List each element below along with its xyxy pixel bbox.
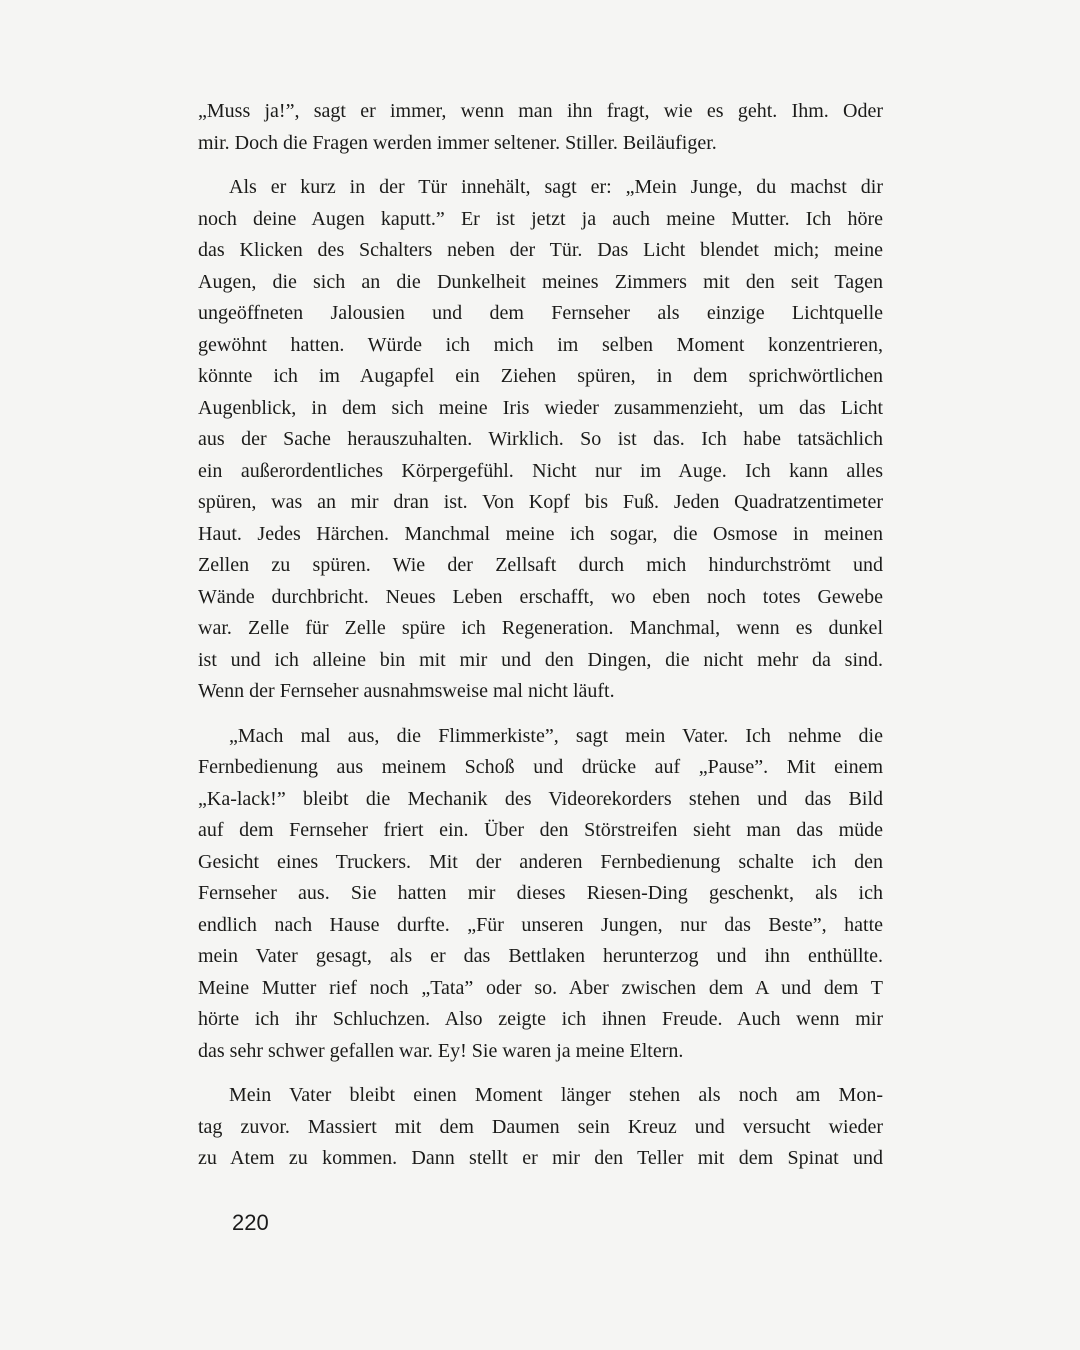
paragraph — [198, 96, 883, 159]
text-line: mein Vater gesagt, als er das Bettlaken herunterzog und ihn enthüllte. — [198, 945, 883, 967]
text-line: Wenn der Fernseher ausnahmsweise mal nicht läuft. — [198, 680, 615, 702]
text-line: könnte ich im Augapfel ein Ziehen spüren, in dem sprichwörtlichen — [198, 365, 883, 387]
text-line: tag zuvor. Massiert mit dem Daumen sein Kreuz und versucht wieder — [198, 1115, 883, 1138]
paragraph — [198, 1080, 883, 1175]
page-number: 220 — [232, 1210, 269, 1235]
text-line: Meine Mutter rief noch „Tata” oder so. Aber zwischen dem A und dem T — [198, 976, 883, 999]
text-line: ein außerordentliches Körpergefühl. Nicht nur im Auge. Ich kann alles — [198, 459, 883, 482]
text-line: das sehr schwer gefallen war. Ey! Sie waren ja meine Eltern. — [198, 1039, 684, 1062]
text-line: ungeöffneten Jalousien und dem Fernseher als einzige Lichtquelle — [198, 302, 883, 324]
text-line: Zellen zu spüren. Wie der Zellsaft durch mich hindurchströmt und — [198, 554, 883, 576]
text-line: gewöhnt hatten. Würde ich mich im selben Moment konzentrieren, — [198, 333, 883, 356]
text-line: „Mach mal aus, die Flimmerkiste”, sagt mein Vater. Ich nehme die — [229, 724, 883, 747]
text-line: endlich nach Hause durfte. „Für unseren Jungen, nur das Beste”, hatte — [198, 913, 883, 936]
text-line: „Muss ja!”, sagt er immer, wenn man ihn fragt, wie es geht. Ihm. Oder — [198, 100, 883, 122]
text-line: spüren, was an mir dran ist. Von Kopf bis Fuß. Jeden Quadratzentimeter — [198, 491, 883, 513]
text-line: noch deine Augen kaputt.” Er ist jetzt ja auch meine Mutter. Ich höre — [198, 207, 883, 230]
text-line: Als er kurz in der Tür innehält, sagt er: „Mein Junge, du machst dir — [229, 176, 883, 198]
text-line: Augen, die sich an die Dunkelheit meines Zimmers mit den seit Tagen — [198, 270, 883, 293]
text-line: das Klicken des Schalters neben der Tür. Das Licht blendet mich; meine — [198, 239, 883, 261]
text-line: zu Atem zu kommen. Dann stellt er mir den Teller mit dem Spinat und — [198, 1147, 883, 1169]
text-line: aus der Sache herauszuhalten. Wirklich. So ist das. Ich habe tatsächlich — [198, 428, 883, 450]
text-line: Augenblick, in dem sich meine Iris wieder zusammenzieht, um das Licht — [198, 396, 883, 419]
paragraph — [198, 172, 883, 708]
text-line: war. Zelle für Zelle spüre ich Regeneration. Manchmal, wenn es dunkel — [198, 617, 883, 639]
text-line: auf dem Fernseher friert ein. Über den Störstreifen sieht man das müde — [198, 819, 883, 841]
text-line: ist und ich alleine bin mit mir und den Dingen, die nicht mehr da sind. — [198, 648, 883, 671]
body-text — [198, 96, 883, 1175]
text-line: „Ka-lack!” bleibt die Mechanik des Videorekorders stehen und das Bild — [198, 787, 883, 810]
text-line: Fernseher aus. Sie hatten mir dieses Riesen-Ding geschenkt, als ich — [198, 882, 883, 904]
text-line: Wände durchbricht. Neues Leben erschafft, wo eben noch totes Gewebe — [198, 585, 883, 608]
text-line: mir. Doch die Fragen werden immer seltener. Stiller. Beiläufiger. — [198, 131, 717, 154]
paragraph — [198, 721, 883, 1068]
text-line: Haut. Jedes Härchen. Manchmal meine ich sogar, die Osmose in meinen — [198, 522, 883, 545]
text-line: hörte ich ihr Schluchzen. Also zeigte ich ihnen Freude. Auch wenn mir — [198, 1008, 883, 1030]
text-line: Fernbedienung aus meinem Schoß und drücke auf „Pause”. Mit einem — [198, 756, 883, 778]
text-line: Gesicht eines Truckers. Mit der anderen Fernbedienung schalte ich den — [198, 850, 883, 873]
text-line: Mein Vater bleibt einen Moment länger stehen als noch am Mon- — [229, 1084, 883, 1106]
